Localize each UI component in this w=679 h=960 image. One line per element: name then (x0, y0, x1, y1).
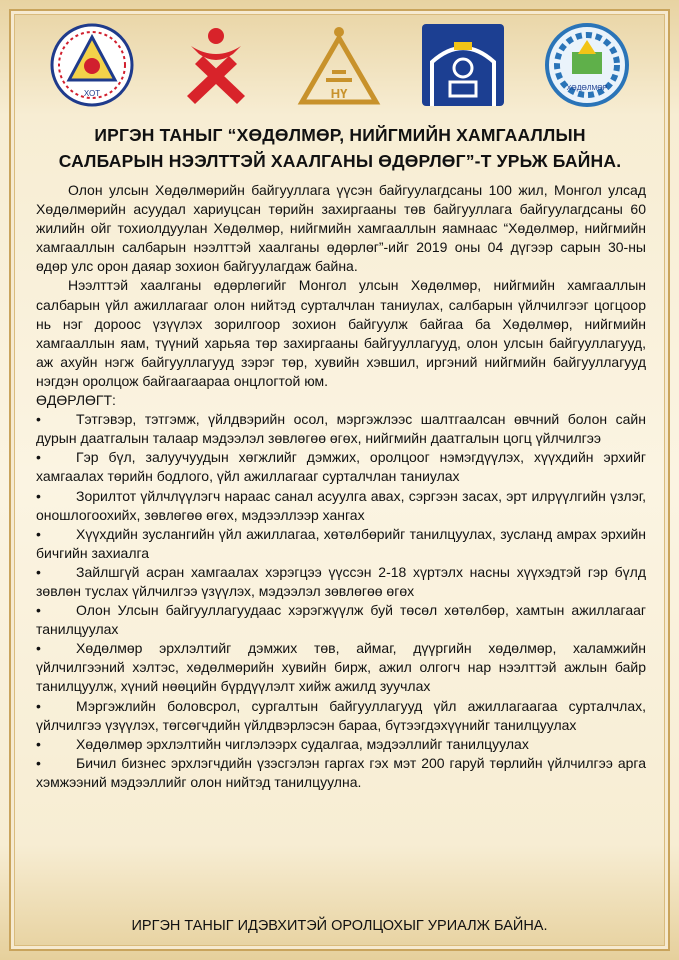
list-item (36, 410, 646, 448)
poster-title (40, 122, 640, 174)
list-item-text: Тэтгэвэр, тэтгэмж, үйлдвэрийн осол, мэргэжлээс шалтгаалсан өвчний болон сайн дурын даатгалын талаар мэдээлэл зөвлөгөө өгөх, нийгмийн даатгалын цогц үйлчилгээ (36, 411, 646, 447)
svg-text:НҮ: НҮ (331, 86, 348, 101)
triangle-emblem-icon (49, 22, 135, 108)
program-list (36, 410, 646, 792)
intro-paragraph-1: Олон улсын Хөдөлмөрийн байгууллага үүсэн байгуулагдсаны 100 жил, Монгол улсад Хөдөлмөрийн асуудал хариуцсан төрийн захиргааны төв байгууллага байгуулагдсаны 60 жилийн ойг тохиолдуулан Хөдөлмөр, нийгмийн хамгааллын яамнаас “Хөдөлмөр, нийгмийн хамгааллын салбарын нээлттэй хаалганы өдөрлөг”-ийг 2019 оны 04 дүгээр сарын 30-ны өдөр улс орон даяар зохион байгуулагдаж байна. (36, 182, 646, 275)
intro-paragraph-2: Нээлттэй хаалганы өдөрлөгийг Монгол улсын Хөдөлмөр, нийгмийн хамгааллын салбарын үйл ажиллагааг олон нийтэд сурталчлан таниулах, салбарын үйлчилгээг цогцоор нь нэг дороос үзүүлэх зорилгоор зохион байгуулж байгаа ба Хөдөлмөр, нийгмийн хамгааллын яам, түүний харьяа төр захиргааны байгууллагууд, олон улсын байгууллагууд, аж ахуйн нэгж байгууллагууд зэрэг төр, хувийн хэвшил, иргэний нийгмийн байгууллагууд нэгдэн оролцож байгаагаараа онцлогтой юм. (36, 277, 646, 389)
bullet-icon: • (36, 640, 41, 657)
list-item-text: Зайлшгүй асран хамгаалах хэрэгцээ үүссэн 2-18 хүртэлх насны хүүхэдтэй гэр бүлд зөвлөн туслах үйлчилгээ үзүүлэх, мэдээлэл зөвлөгөө өгөх (36, 563, 646, 599)
list-item-text: Хөдөлмөр эрхлэлтийг дэмжих төв, аймаг, дүүргийн хөдөлмөр, халамжийн үйлчилгээний хэлтэс, хөдөлмөрийн хувийн бирж, ажил олгогч нар нээлттэй ажлын байр танилцуулж, хүний нөөцийн бүрдүүлэлт хийж ажилд зуучлах (36, 640, 646, 695)
title-line-2: САЛБАРЫН НЭЭЛТТЭЙ ХААЛГАНЫ ӨДӨРЛӨГ”-Т УРЬЖ БАЙНА. (58, 151, 622, 171)
bullet-icon: • (36, 411, 41, 428)
list-item-text: Бичил бизнес эрхлэгчдийн үзэсгэлэн гаргах гэх мэт 200 гаруй төрлийн үйлчилгээ арга хэмжээний мэдээллийг олон нийтэд танилцуулна. (36, 754, 646, 790)
list-item (36, 525, 646, 563)
logo-row (0, 20, 679, 110)
logo-5-text: ХӨДӨЛМӨР (566, 85, 608, 92)
soyombo-emblem-icon (420, 22, 506, 108)
bullet-icon: • (36, 754, 41, 771)
footer-call-to-action: ИРГЭН ТАНЫГ ИДЭВХИТЭЙ ОРОЛЦОХЫГ УРИАЛЖ БАЙНА. (131, 918, 548, 934)
list-item (36, 735, 646, 754)
bullet-icon: • (36, 697, 41, 714)
list-item (36, 639, 646, 696)
gold-triangle-emblem-icon (296, 22, 382, 108)
list-item-text: Хөдөлмөр эрхлэлтийн чиглэлээрх судалгаа, мэдээллийг танилцуулах (76, 735, 529, 752)
bullet-icon: • (36, 602, 41, 619)
gear-emblem-icon (544, 22, 630, 108)
bullet-icon: • (36, 735, 41, 752)
program-heading: ӨДӨРЛӨГТ: (36, 392, 116, 409)
list-item-text: Хүүхдийн зуслангийн үйл ажиллагаа, хөтөлбөрийг танилцуулах, зусланд амрах эрхийн бичгийн захиалга (36, 525, 646, 561)
bullet-icon: • (36, 563, 41, 580)
bullet-icon: • (36, 525, 41, 542)
poster-body (36, 181, 646, 792)
list-item (36, 697, 646, 735)
red-figure-emblem-icon (173, 22, 259, 108)
list-item-text: Зорилтот үйлчлүүлэгч нараас санал асуулга авах, сэргээн засах, эрт илрүүлгийн үзлэг, оношлогоохийх, зөвлөгөө өгөх, мэдээллээр хангах (36, 487, 646, 523)
list-item (36, 601, 646, 639)
list-item (36, 563, 646, 601)
title-line-1: ИРГЭН ТАНЫГ “ХӨДӨЛМӨР, НИЙГМИЙН ХАМГААЛЛЫН (94, 125, 586, 145)
list-item-text: Олон Улсын байгууллагуудаас хэрэгжүүлж буй төсөл хөтөлбөр, хамтын ажиллагааг танилцуулах (36, 602, 646, 638)
list-item (36, 448, 646, 486)
list-item (36, 487, 646, 525)
bullet-icon: • (36, 449, 41, 466)
list-item-text: Мэргэжлийн боловсрол, сургалтын байгууллагууд үйл ажиллагаагаа сурталчлах, үйлчилгээ үзүүлэх, төгсөгчдийн үйлдвэрлэсэн бараа, бүтээгдэхүүнийг танилцуулах (36, 697, 646, 733)
list-item (36, 754, 646, 792)
logo-1-text: ХОТ (83, 89, 100, 98)
list-item-text: Гэр бүл, залуучуудын хөгжлийг дэмжих, оролцоог нэмэгдүүлэх, хүүхдийн эрхийг хамгаалах төрийн бодлого, үйл ажиллагааг сурталчлан таниулах (36, 449, 646, 485)
bullet-icon: • (36, 487, 41, 504)
